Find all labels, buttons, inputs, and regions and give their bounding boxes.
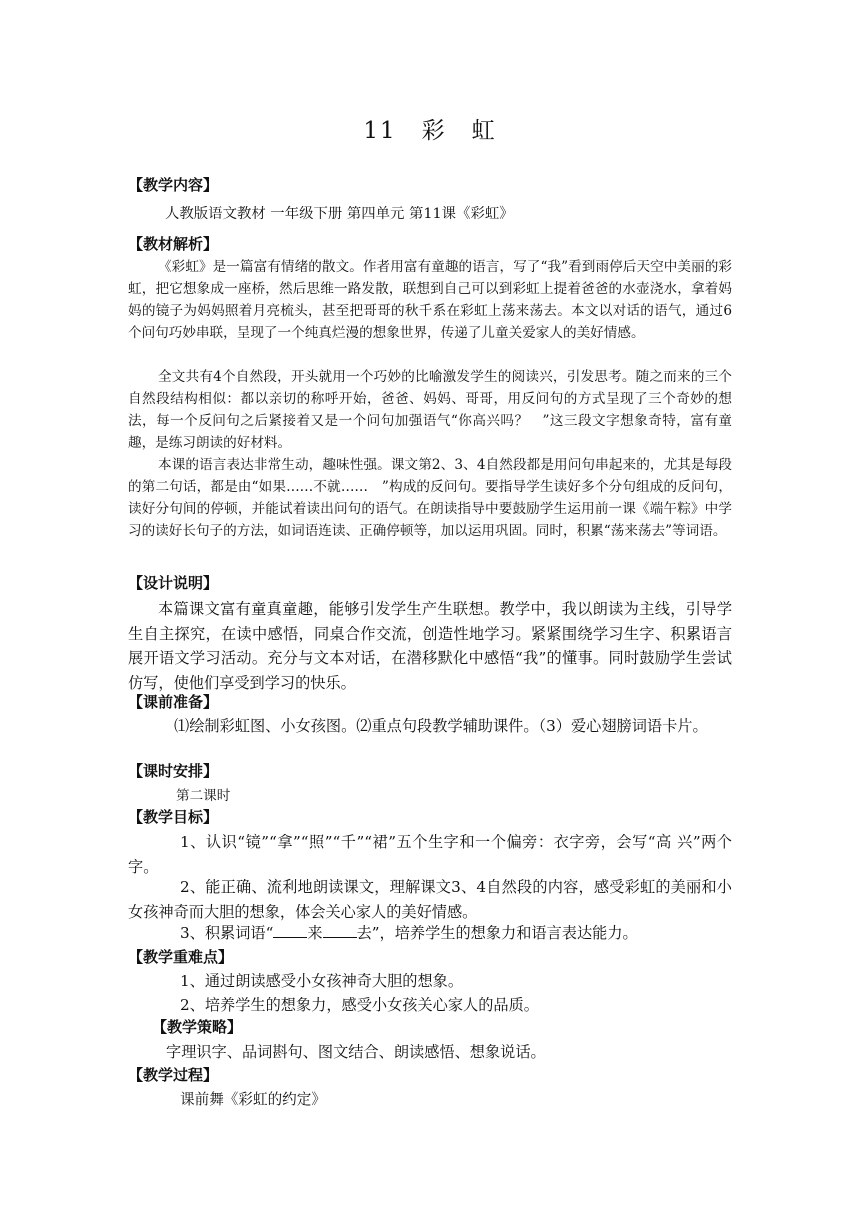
section-heading-strategy: 【教学策略】 — [152, 1018, 243, 1036]
goal-3-part-c: 去”，培养学生的想象力和语言表达能力。 — [356, 924, 638, 942]
strategy-text: 字理识字、品词斟句、图文结合、朗读感悟、想象说话。 — [166, 1043, 546, 1061]
analysis-paragraph-1: 《彩虹》是一篇富有情绪的散文。作者用富有童趣的语言，写了“我”看到雨停后天空中美丽的彩虹，把它想象成一座桥，然后思维一路发散，联想到自己可以到彩虹上提着爸爸的水壶浇水，拿着妈妈的镜子为妈妈照着月亮梳头，甚至把哥哥的秋千系在彩虹上荡来荡去。本文以对话的语气，通过6个问句巧妙串联，呈现了一个纯真烂漫的想象世界，传递了儿童关爱家人的美好情感。 — [128, 259, 732, 341]
goal-3-part-a: 3、积累词语“ — [180, 924, 274, 942]
section-heading-key-points: 【教学重难点】 — [128, 948, 234, 966]
blank-line — [273, 923, 307, 938]
prep-text: ⑴绘制彩虹图、小女孩图。⑵重点句段教学辅助课件。（3）爱心翅膀词语卡片。 — [174, 717, 708, 735]
design-text: 本篇课文富有童真童趣，能够引发学生产生联想。教学中，我以朗读为主线，引导学生自主探究，在读中感悟，同桌合作交流，创造性地学习。紧紧围绕学习生字、积累语言展开语文学习活动。充分与文本对话，在潜移默化中感悟“我”的懂事。同时鼓励学生尝试仿写，使他们享受到学习的快乐。 — [128, 600, 732, 692]
lesson-title: 11 彩 虹 — [363, 118, 497, 144]
analysis-paragraph-2: 全文共有4个自然段，开头就用一个巧妙的比喻激发学生的阅读兴，引发思考。随之而来的三个自然段结构相似：都以亲切的称呼开始，爸爸、妈妈、哥哥，用反问句的方式呈现了三个奇妙的想法，每一个反问句之后紧接着又是一个问句加强语气“你高兴吗？ ”这三段文字想象奇特，富有童趣，是练习朗读的好材料。 — [128, 369, 732, 451]
goal-item-3 — [128, 921, 732, 946]
content-text: 人教版语文教材 一年级下册 第四单元 第11课《彩虹》 — [165, 206, 514, 222]
section-heading-content: 【教学内容】 — [128, 176, 219, 194]
section-heading-schedule: 【课时安排】 — [128, 762, 219, 780]
section-heading-process: 【教学过程】 — [128, 1066, 219, 1084]
goal-item-2: 2、能正确、流利地朗读课文，理解课文3、4自然段的内容，感受彩虹的美丽和小女孩神奇而大胆的想象，体会关心家人的美好情感。 — [128, 878, 732, 921]
key-point-2: 2、培养学生的想象力，感受小女孩关心家人的品质。 — [180, 996, 539, 1014]
section-heading-goals: 【教学目标】 — [128, 808, 219, 826]
schedule-text: 第二课时 — [176, 788, 231, 804]
analysis-paragraph-3: 本课的语言表达非常生动，趣味性强。课文第2、3、4自然段都是用问句串起来的，尤其是每段的第二句话，都是由“如果……不就…… ”构成的反问句。要指导学生读好多个分句组成的反问句，读好分句间的停顿，并能试着读出问句的语气。在朗读指导中要鼓励学生运用前一课《端午粽》中学习的读好长句子的方法，如词语连读、正确停顿等，加以运用巩固。同时，积累“荡来荡去”等词语。 — [128, 457, 732, 539]
section-heading-analysis: 【教材解析】 — [128, 235, 219, 253]
process-text: 课前舞《彩虹的约定》 — [180, 1091, 326, 1108]
section-heading-design: 【设计说明】 — [128, 574, 219, 592]
blank-line — [323, 923, 357, 938]
section-heading-prep: 【课前准备】 — [128, 693, 219, 711]
goal-item-1: 1、认识“镜”“拿”“照”“千”“裙”五个生字和一个偏旁：衣字旁，会写“高 兴”两个字。 — [128, 833, 732, 876]
goal-3-part-b: 来 — [307, 924, 323, 942]
key-point-1: 1、通过朗读感受小女孩神奇大胆的想象。 — [180, 972, 464, 990]
